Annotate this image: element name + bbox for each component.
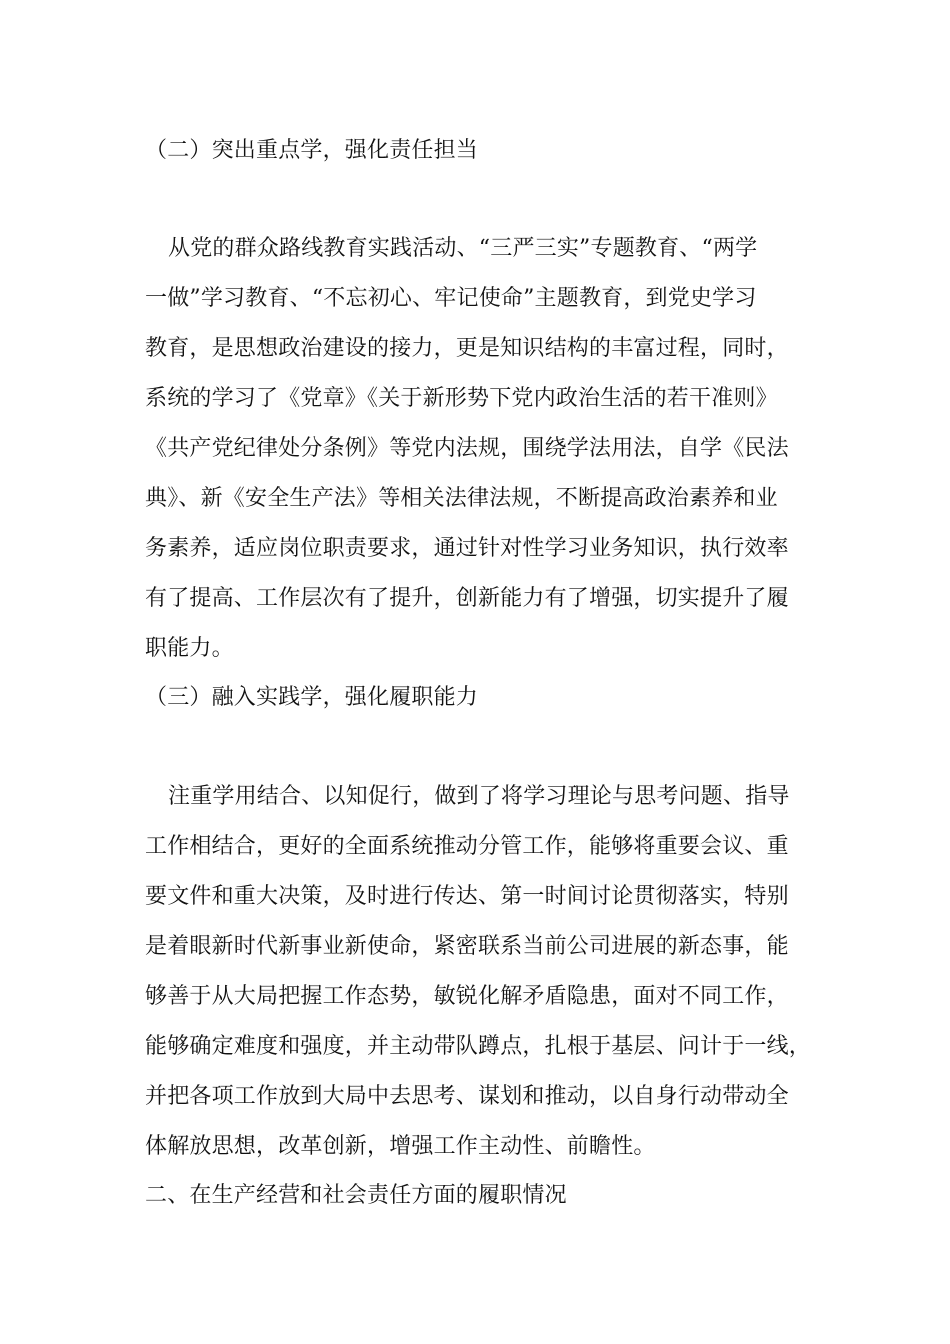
paragraph-line: 要文件和重大决策，及时进行传达、第一时间讨论贯彻落实，特别 [145,884,789,909]
section-heading: （二）突出重点学，强化责任担当 [145,138,479,163]
paragraph-line: 《共产党纪律处分条例》等党内法规，围绕学法用法，自学《民法 [145,436,789,461]
paragraph-line: 够善于从大局把握工作态势，敏锐化解矛盾隐患，面对不同工作， [145,984,789,1009]
section-heading: （三）融入实践学，强化履职能力 [145,685,479,710]
paragraph-line: 系统的学习了《党章》《关于新形势下党内政治生活的若干准则》 [145,386,778,411]
paragraph-line: 职能力。 [145,636,234,661]
paragraph-line: 并把各项工作放到大局中去思考、谋划和推动，以自身行动带动全 [145,1084,789,1109]
section-heading: 二、在生产经营和社会责任方面的履职情况 [145,1183,567,1208]
paragraph-line: 是着眼新时代新事业新使命，紧密联系当前公司进展的新态事，能 [145,934,789,959]
paragraph-line: 能够确定难度和强度，并主动带队蹲点，扎根于基层、问计于一线， [145,1034,812,1059]
paragraph-line: 一做”学习教育、“不忘初心、牢记使命”主题教育，到党史学习 [145,286,757,311]
paragraph-line: 典》、新《安全生产法》等相关法律法规，不断提高政治素养和业 [145,486,778,511]
paragraph-line: 体解放思想，改革创新，增强工作主动性、前瞻性。 [145,1134,656,1159]
paragraph-line: 工作相结合，更好的全面系统推动分管工作，能够将重要会议、重 [145,834,789,859]
paragraph-line: 注重学用结合、以知促行，做到了将学习理论与思考问题、指导 [168,784,790,809]
paragraph-line: 务素养，适应岗位职责要求，通过针对性学习业务知识，执行效率 [145,536,789,561]
paragraph-line: 有了提高、工作层次有了提升，创新能力有了增强，切实提升了履 [145,586,789,611]
paragraph-line: 教育，是思想政治建设的接力，更是知识结构的丰富过程，同时， [145,336,789,361]
paragraph-line: 从党的群众路线教育实践活动、“三严三实”专题教育、“两学 [168,236,758,261]
